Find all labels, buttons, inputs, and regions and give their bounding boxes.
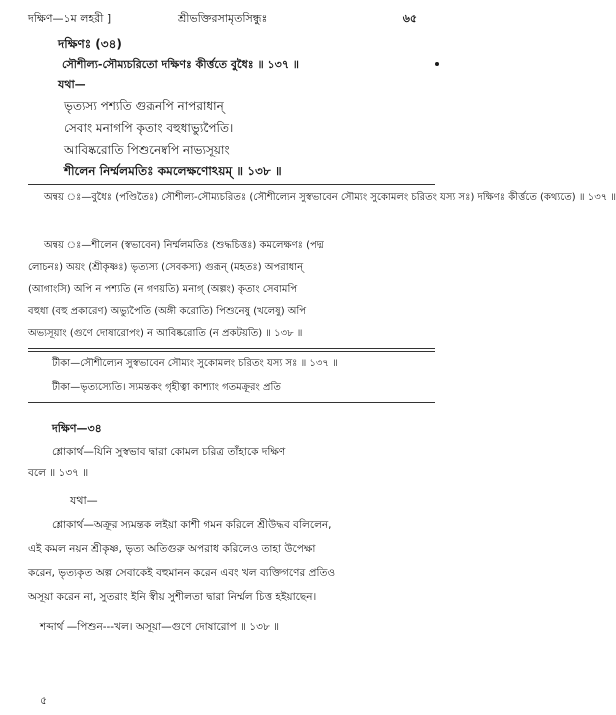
anvaya-line: বহুধা (বহু প্রকারেণ) অভ্যুপৈতি (অঙ্গী করোতি) পিশুনেষু (খলেষু) অপি <box>28 306 307 317</box>
yatha-label: যথা— <box>70 494 98 507</box>
shlokartha-line: করেন, ভৃত্যকৃত অল্প সেবাকেই বহুমানন করেন এবং খল ব্যক্তিগণের প্রতিও <box>28 567 336 579</box>
bengali-heading: দক্ষিণ—৩৪ <box>52 422 102 435</box>
verse-line: ভৃত্যস্য পশ্যতি গুরূনপি নাপরাধান্ <box>64 99 224 113</box>
divider <box>28 184 435 185</box>
page-number: ৬৫ <box>402 12 417 25</box>
anvaya-line: (আগাংসি) অপি ন পশ্যতি (ন গণয়তি) মনাগ্ (অল্পং) কৃতাং সেবামপি <box>28 284 298 295</box>
section-heading: দক্ষিণঃ (৩৪) <box>58 37 122 51</box>
definition-verse: সৌশীল্য-সৌম্যচরিতো দক্ষিণঃ কীর্ত্ততে বুধৈঃ ॥ ১৩৭ ॥ <box>62 58 300 71</box>
yatha-label: যথা— <box>58 78 86 91</box>
bullet-dot <box>435 62 439 66</box>
tika-line: টীকা—ভৃত্যস্যেতি। স্যমন্তকং গৃহীত্বা কাশ্যাং গতমক্রূরং প্রতি <box>52 382 281 393</box>
chapter-label: দক্ষিণ—১ম লহরী ] <box>28 12 112 25</box>
book-title: শ্রীভক্তিরসামৃতসিন্ধুঃ <box>178 12 268 25</box>
shabdartha-line: শব্দার্থ —পিশুন---খল। অসূয়া—গুণে দোষারোপ ॥ ১৩৮ ॥ <box>40 621 280 633</box>
footer-mark: ৫ <box>40 694 48 707</box>
anvaya-line: অন্বয় ঃ—বুধৈঃ (পণ্ডিতৈঃ) সৌশীল্য-সৌম্যচরিতঃ (সৌশীল্যেন সুস্বভাবেন সৌম্যং সুকোমলং চরিতং যস্য সঃ) দক্ষিণঃ কীর্ত্ততে (কথ্যতে) ॥ ১৩৭ ॥ <box>44 192 616 203</box>
shlokartha-line: শ্লোকার্থ—অক্রূর স্যমন্তক লইয়া কাশী গমন করিলে শ্রীউদ্ধব বলিলেন, <box>52 519 332 531</box>
shlokartha-line: বলে ॥ ১৩৭ ॥ <box>28 467 89 479</box>
shlokartha-line: এই কমল নয়ন শ্রীকৃষ্ণ, ভৃত্য অতিগুরু অপরাধ করিলেও তাহা উপেক্ষা <box>28 543 316 555</box>
shlokartha-line: অসূয়া করেন না, সুতরাং ইনি স্বীয় সুশীলতা দ্বারা নির্ম্মল চিত্ত হইয়াছেন। <box>28 591 317 603</box>
running-header <box>28 10 441 28</box>
shlokartha-line: শ্লোকার্থ—যিনি সুস্বভাব দ্বারা কোমল চরিত্র তাঁহাকে দক্ষিণ <box>52 446 286 458</box>
anvaya-line: অন্বয় ঃ—শীলেন (স্বভাবেন) নির্ম্মলমতিঃ (শুদ্ধচিত্তঃ) কমলেক্ষণঃ (পদ্ম <box>44 240 324 251</box>
divider <box>28 402 435 403</box>
anvaya-line: লোচনঃ) অয়ং (শ্রীকৃষ্ণঃ) ভৃত্যস্য (সেবকস্য) গুরূন্ (মহতঃ) অপরাধান্ <box>28 262 304 273</box>
double-divider <box>28 348 435 352</box>
verse-line: শীলেন নির্ম্মলমতিঃ কমলেক্ষণোঽয়ম্ ॥ ১৩৮ ॥ <box>64 164 282 178</box>
tika-line: টীকা—সৌশীল্যেন সুস্বভাবেন সৌম্যং সুকোমলং চরিতং যস্য সঃ ॥ ১৩৭ ॥ <box>52 358 338 369</box>
anvaya-line: অভ্যসূয়াং (গুণে দোষারোপং) ন আবিষ্করোতি (ন প্রকটয়তি) ॥ ১৩৮ ॥ <box>28 328 303 339</box>
verse-line: আবিষ্করোতি পিশুনেষ্বপি নাভ্যসূয়াং <box>64 143 230 157</box>
verse-line: সেবাং মনাগপি কৃতাং বহুধাভ্যুপৈতি। <box>64 121 234 135</box>
